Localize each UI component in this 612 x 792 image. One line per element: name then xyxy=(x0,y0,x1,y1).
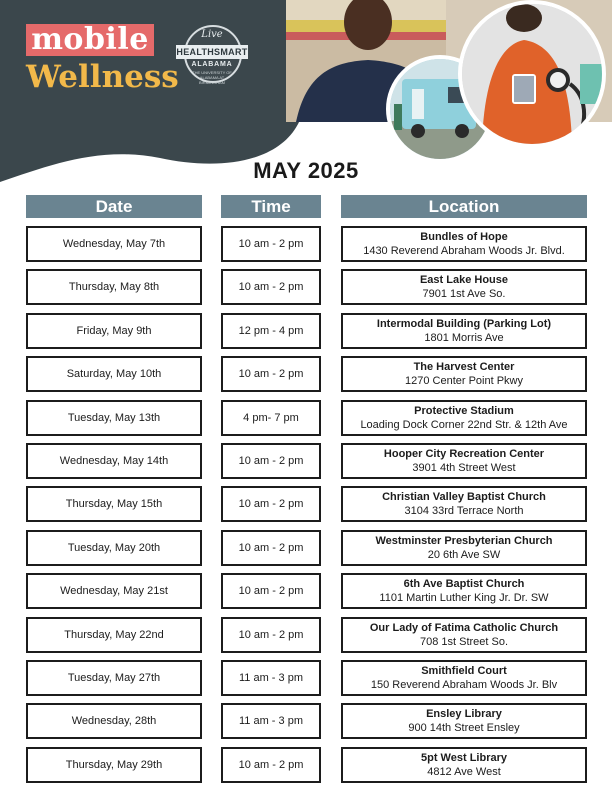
time-cell: 10 am - 2 pm xyxy=(221,269,321,305)
date-cell: Wednesday, May 14th xyxy=(26,443,202,479)
time-cell: 10 am - 2 pm xyxy=(221,573,321,609)
date-cell: Wednesday, 28th xyxy=(26,703,202,739)
date-cell: Thursday, May 29th xyxy=(26,747,202,783)
location-name: 6th Ave Baptist Church xyxy=(403,578,525,590)
date-cell: Wednesday, May 21st xyxy=(26,573,202,609)
time-cell: 10 am - 2 pm xyxy=(221,356,321,392)
location-column-header: Location xyxy=(341,195,587,218)
date-cell: Saturday, May 10th xyxy=(26,356,202,392)
location-cell xyxy=(341,486,587,522)
date-cell: Wednesday, May 7th xyxy=(26,226,202,262)
location-name: Christian Valley Baptist Church xyxy=(382,491,546,503)
logo-top-text: mobile xyxy=(26,24,154,56)
location-address: 708 1st Street So. xyxy=(419,636,509,648)
location-cell xyxy=(341,703,587,739)
location-address: 1430 Reverend Abraham Woods Jr. Blvd. xyxy=(363,245,565,257)
date-cell: Thursday, May 8th xyxy=(26,269,202,305)
date-cell: Thursday, May 15th xyxy=(26,486,202,522)
location-name: Westminster Presbyterian Church xyxy=(375,535,553,547)
location-cell xyxy=(341,313,587,349)
location-name: Intermodal Building (Parking Lot) xyxy=(376,318,552,330)
location-cell xyxy=(341,443,587,479)
location-name: Smithfield Court xyxy=(421,665,507,677)
location-address: 3901 4th Street West xyxy=(412,462,516,474)
location-address: 3104 33rd Terrace North xyxy=(404,505,524,517)
location-address: 7901 1st Ave So. xyxy=(422,288,506,300)
badge-small-text: THE UNIVERSITY OF ALABAMA AT BIRMINGHAM xyxy=(192,70,232,85)
time-cell: 10 am - 2 pm xyxy=(221,443,321,479)
date-cell: Thursday, May 22nd xyxy=(26,617,202,653)
location-cell xyxy=(341,269,587,305)
location-address: 20 6th Ave SW xyxy=(427,549,501,561)
time-cell: 11 am - 3 pm xyxy=(221,703,321,739)
location-cell xyxy=(341,617,587,653)
time-cell: 10 am - 2 pm xyxy=(221,226,321,262)
location-address: 1101 Martin Luther King Jr. Dr. SW xyxy=(379,592,549,604)
time-cell: 12 pm - 4 pm xyxy=(221,313,321,349)
location-address: 4812 Ave West xyxy=(427,766,501,778)
location-cell xyxy=(341,573,587,609)
location-cell xyxy=(341,356,587,392)
location-cell xyxy=(341,226,587,262)
badge-state-text: ALABAMA xyxy=(191,61,233,68)
date-cell: Friday, May 9th xyxy=(26,313,202,349)
location-cell xyxy=(341,660,587,696)
mobile-wellness-logo xyxy=(26,22,179,96)
date-cell: Tuesday, May 13th xyxy=(26,400,202,436)
location-name: Bundles of Hope xyxy=(420,231,508,243)
location-cell xyxy=(341,530,587,566)
location-address: Loading Dock Corner 22nd Str. & 12th Ave xyxy=(360,419,568,431)
date-column-header: Date xyxy=(26,195,202,218)
location-name: Our Lady of Fatima Catholic Church xyxy=(369,622,559,634)
time-cell: 10 am - 2 pm xyxy=(221,530,321,566)
badge-script-text: Live xyxy=(201,29,223,40)
time-cell: 4 pm- 7 pm xyxy=(221,400,321,436)
date-cell: Tuesday, May 20th xyxy=(26,530,202,566)
location-cell xyxy=(341,400,587,436)
location-address: 1270 Center Point Pkwy xyxy=(404,375,523,387)
badge-ribbon-text: HEALTHSMART xyxy=(176,47,248,57)
location-name: 5pt West Library xyxy=(421,752,507,764)
location-address: 150 Reverend Abraham Woods Jr. Blv xyxy=(370,679,558,691)
location-name: The Harvest Center xyxy=(413,361,515,373)
location-name: Ensley Library xyxy=(426,708,502,720)
logo-bottom-text: Wellness xyxy=(26,59,179,95)
location-cell xyxy=(341,747,587,783)
location-name: Protective Stadium xyxy=(414,405,514,417)
location-name: East Lake House xyxy=(419,274,509,286)
page-title: MAY 2025 xyxy=(253,158,359,183)
time-cell: 10 am - 2 pm xyxy=(221,747,321,783)
time-column-header: Time xyxy=(221,195,321,218)
time-cell: 11 am - 3 pm xyxy=(221,660,321,696)
live-healthsmart-badge xyxy=(176,25,248,87)
time-cell: 10 am - 2 pm xyxy=(221,617,321,653)
date-cell: Tuesday, May 27th xyxy=(26,660,202,696)
location-address: 1801 Morris Ave xyxy=(424,332,504,344)
blood-pressure-check-photo xyxy=(458,0,606,148)
location-name: Hooper City Recreation Center xyxy=(383,448,545,460)
time-cell: 10 am - 2 pm xyxy=(221,486,321,522)
location-address: 900 14th Street Ensley xyxy=(408,722,520,734)
